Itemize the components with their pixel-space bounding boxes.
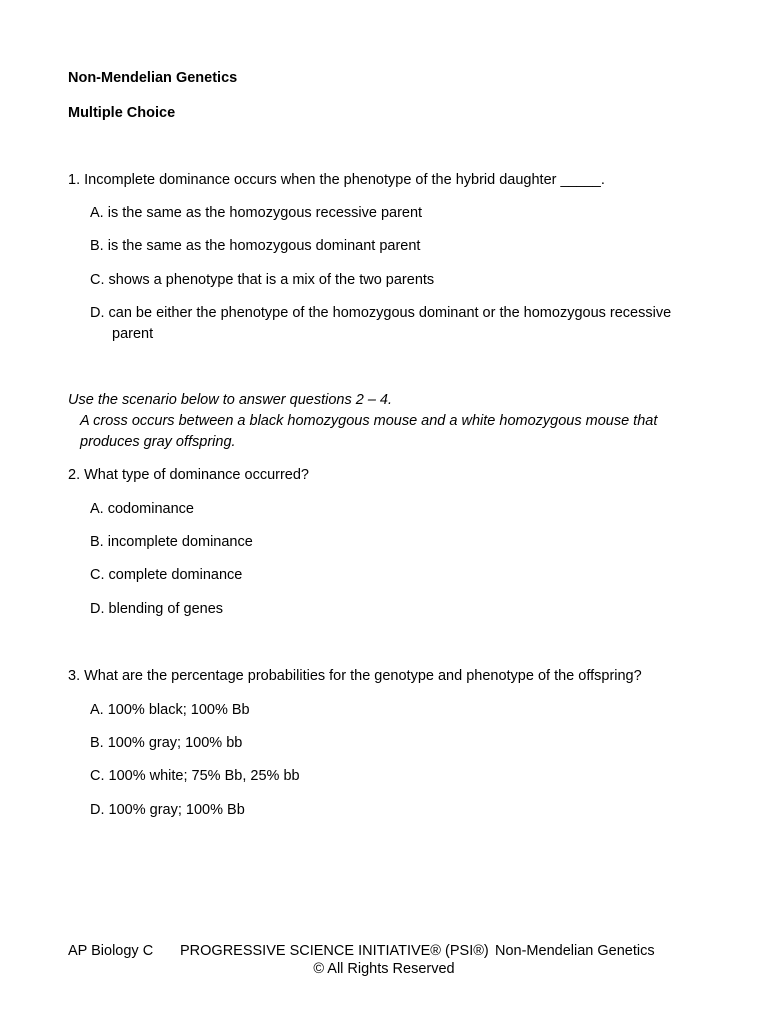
- option-a: A. is the same as the homozygous recessive parent: [90, 205, 423, 221]
- option-b: B. incomplete dominance: [90, 534, 253, 550]
- option-a: A. 100% black; 100% Bb: [90, 702, 250, 718]
- question-text: 2. What type of dominance occurred?: [68, 467, 309, 483]
- option-d: D. blending of genes: [90, 601, 224, 617]
- scenario-line-1: A cross occurs between a black homozygous mouse and a white homozygous mouse that: [80, 413, 658, 429]
- option-b: B. 100% gray; 100% bb: [90, 735, 243, 751]
- footer-publisher: PROGRESSIVE SCIENCE INITIATIVE® (PSI®): [180, 943, 489, 959]
- option-c: C. shows a phenotype that is a mix of the two parents: [90, 272, 435, 288]
- scenario-intro: Use the scenario below to answer questions 2 – 4.: [68, 392, 393, 408]
- option-c: C. complete dominance: [90, 567, 243, 583]
- option-c: C. 100% white; 75% Bb, 25% bb: [90, 768, 300, 784]
- scenario-line-2: produces gray offspring.: [80, 434, 236, 450]
- option-d: D. 100% gray; 100% Bb: [90, 802, 245, 818]
- footer-topic: Non-Mendelian Genetics: [495, 943, 655, 959]
- page-title: Non-Mendelian Genetics: [68, 70, 238, 86]
- question-text: 3. What are the percentage probabilities for the genotype and phenotype of the offspring?: [68, 668, 642, 684]
- option-d-continued: parent: [112, 326, 154, 342]
- question-text: 1. Incomplete dominance occurs when the phenotype of the hybrid daughter _____.: [68, 172, 605, 188]
- option-b: B. is the same as the homozygous dominant parent: [90, 238, 421, 254]
- option-d: D. can be either the phenotype of the homozygous dominant or the homozygous recessive: [90, 305, 672, 321]
- section-heading: Multiple Choice: [68, 105, 176, 121]
- option-a: A. codominance: [90, 501, 194, 517]
- footer-rights: © All Rights Reserved: [313, 961, 455, 977]
- footer-course: AP Biology C: [68, 943, 154, 959]
